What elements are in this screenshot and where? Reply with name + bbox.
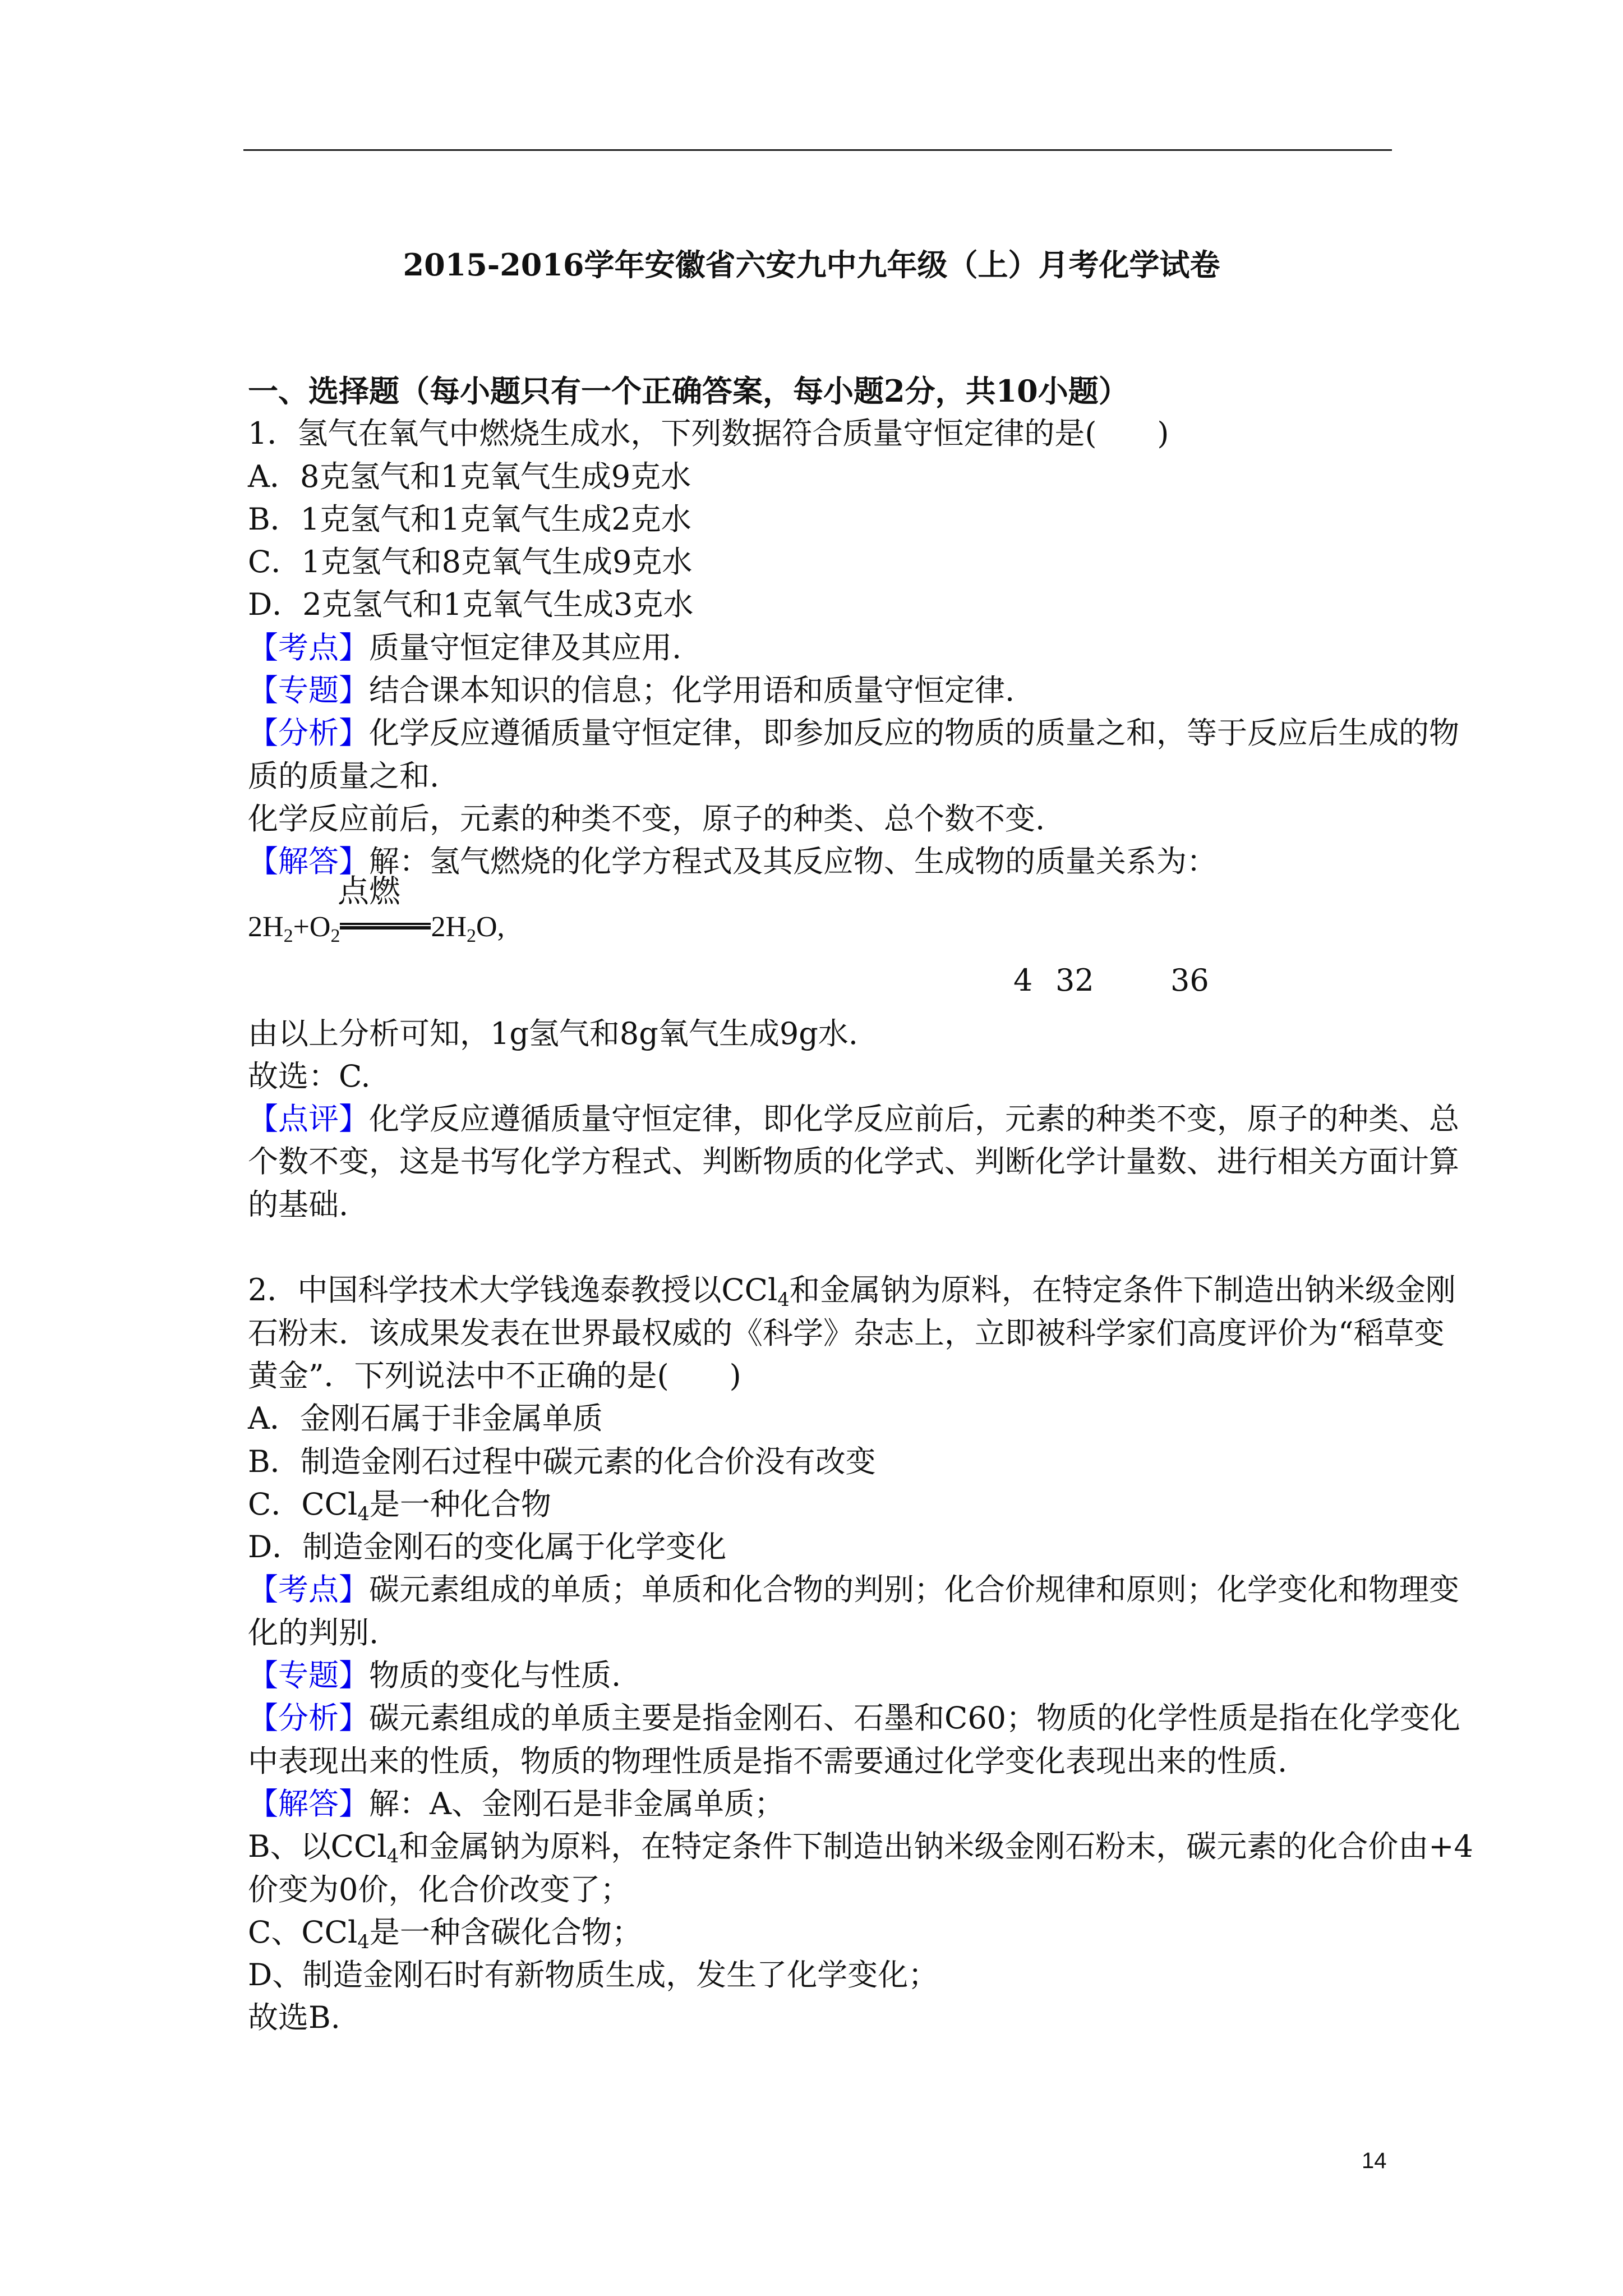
zhuanti [248,669,1392,712]
equals-bar [340,923,431,930]
zhuanti-text: 结合课本知识的信息；化学用语和质量守恒定律. [369,673,1015,708]
reaction-condition: 点燃 [338,873,400,910]
fenxi [248,712,1459,754]
question-1 [248,412,1459,1226]
kaodian-text: 质量守恒定律及其应用. [369,629,682,665]
question-stem-cont: 石粉末．该成果发表在世界最权威的《科学》杂志上，立即被科学家们高度评价为“稻草变 [248,1315,1445,1351]
option-c [248,1483,1392,1526]
option-a: A．金刚石属于非金属单质 [248,1401,603,1437]
stem-text: 2．中国科学技术大学钱逸泰教授以CCl [248,1272,778,1308]
fenxi-cont: 质的质量之和. [248,758,440,794]
page-number: 14 [1362,2148,1387,2173]
dianping-text: 化学反应遵循质量守恒定律，即化学反应前后，元素的种类不变，原子的种类、总 [369,1101,1459,1137]
eq-sub: 2 [283,925,293,946]
zhuanti-tag: 【专题】 [248,673,369,708]
conclusion: 由以上分析可知，1g氢气和8g氧气生成9g水. [248,1015,858,1051]
jieda-text: 是一种含碳化合物； [369,1914,642,1950]
mass-value: 32 [1055,962,1094,998]
option-c: C．1克氢气和8克氧气生成9克水 [248,544,693,580]
zhuanti-tag: 【专题】 [248,1658,369,1694]
mass-value: 4 [1013,962,1033,998]
fenxi-text: 化学反应遵循质量守恒定律，即参加反应的物质的质量之和，等于反应后生成的物 [369,715,1459,751]
eq-term: +O [293,910,331,943]
mass-value: 36 [1170,962,1209,998]
jieda-text: 解：氢气燃烧的化学方程式及其反应物、生成物的质量关系为： [369,844,1217,880]
fenxi [248,1697,1461,1740]
jieda-text: 和金属钠为原料，在特定条件下制造出钠米级金刚石粉末，碳元素的化合价由+4 [399,1829,1473,1865]
answer: 故选B. [248,2000,340,2036]
question-stem: 1．氢气在氧气中燃烧生成水，下列数据符合质量守恒定律的是( ) [248,416,1169,452]
header-rule [243,149,1392,151]
dianping-cont: 个数不变，这是书写化学方程式、判断物质的化学式、判断化学计量数、进行相关方面计算 [248,1144,1459,1180]
eq-term: 2H [248,910,284,943]
option-d: D．2克氢气和1克氧气生成3克水 [248,587,694,623]
option-a: A．8克氢气和1克氧气生成9克水 [248,458,691,494]
option-text: 是一种化合物 [369,1486,551,1522]
question-stem-cont: 黄金”．下列说法中不正确的是( ) [248,1358,741,1393]
fenxi-cont: 化学反应前后，元素的种类不变，原子的种类、总个数不变. [248,800,1045,836]
page-title: 2015-2016学年安徽省六安九中九年级（上）月考化学试卷 [403,247,1220,283]
fenxi-tag: 【分析】 [248,1700,369,1736]
subscript: 4 [357,1502,370,1525]
mass-relations [248,948,1392,1013]
jieda-c [248,1911,1392,1954]
jieda [248,840,1392,883]
subscript: 4 [386,1845,399,1868]
zhuanti [248,1654,1392,1697]
option-b: B．1克氢气和1克氧气生成2克水 [248,501,691,537]
jieda-d: D、制造金刚石时有新物质生成，发生了化学变化； [248,1957,939,1993]
eq-sub: 2 [467,925,477,946]
jieda-b-cont: 价变为0价，化合价改变了； [248,1871,631,1907]
subscript: 4 [777,1289,790,1312]
question-stem [248,1269,1456,1312]
kaodian-tag: 【考点】 [248,629,369,665]
fenxi-tag: 【分析】 [248,715,369,751]
subscript: 4 [357,1930,370,1953]
dianping-tag: 【点评】 [248,1101,369,1137]
jieda-text: B、以CCl [248,1829,387,1865]
option-text: C．CCl [248,1486,358,1522]
kaodian [248,1568,1459,1611]
option-d: D．制造金刚石的变化属于化学变化 [248,1529,727,1565]
kaodian-text: 碳元素组成的单质；单质和化合物的判别；化合价规律和原则；化学变化和物理变 [369,1572,1459,1608]
document-body [248,370,1473,2040]
kaodian [248,627,1392,669]
answer: 故选：C. [248,1058,371,1094]
dianping [248,1098,1459,1140]
jieda-tag: 【解答】 [248,844,369,880]
jieda-text: 解：A、金刚石是非金属单质； [369,1786,785,1821]
eq-term: O, [476,910,505,943]
dianping-cont: 的基础. [248,1186,349,1222]
jieda-b [248,1825,1473,1868]
stem-text: 和金属钠为原料，在特定条件下制造出钠米级金刚 [789,1272,1456,1308]
kaodian-cont: 化的判别. [248,1614,379,1650]
fenxi-text: 碳元素组成的单质主要是指金刚石、石墨和C60；物质的化学性质是指在化学变化 [369,1700,1461,1736]
eq-sub: 2 [330,925,340,946]
option-b: B．制造金刚石过程中碳元素的化合价没有改变 [248,1443,876,1479]
zhuanti-text: 物质的变化与性质. [369,1658,621,1694]
jieda-tag: 【解答】 [248,1786,369,1821]
eq-term: 2H [431,910,467,943]
kaodian-tag: 【考点】 [248,1572,369,1608]
section-heading: 一、选择题（每小题只有一个正确答案，每小题2分，共10小题） [248,373,1129,409]
fenxi-cont: 中表现出来的性质，物质的物理性质是指不需要通过化学变化表现出来的性质. [248,1743,1288,1779]
jieda [248,1783,1392,1825]
chemical-equation [248,873,1392,948]
jieda-text: C、CCl [248,1914,358,1950]
question-2 [248,1269,1473,2039]
